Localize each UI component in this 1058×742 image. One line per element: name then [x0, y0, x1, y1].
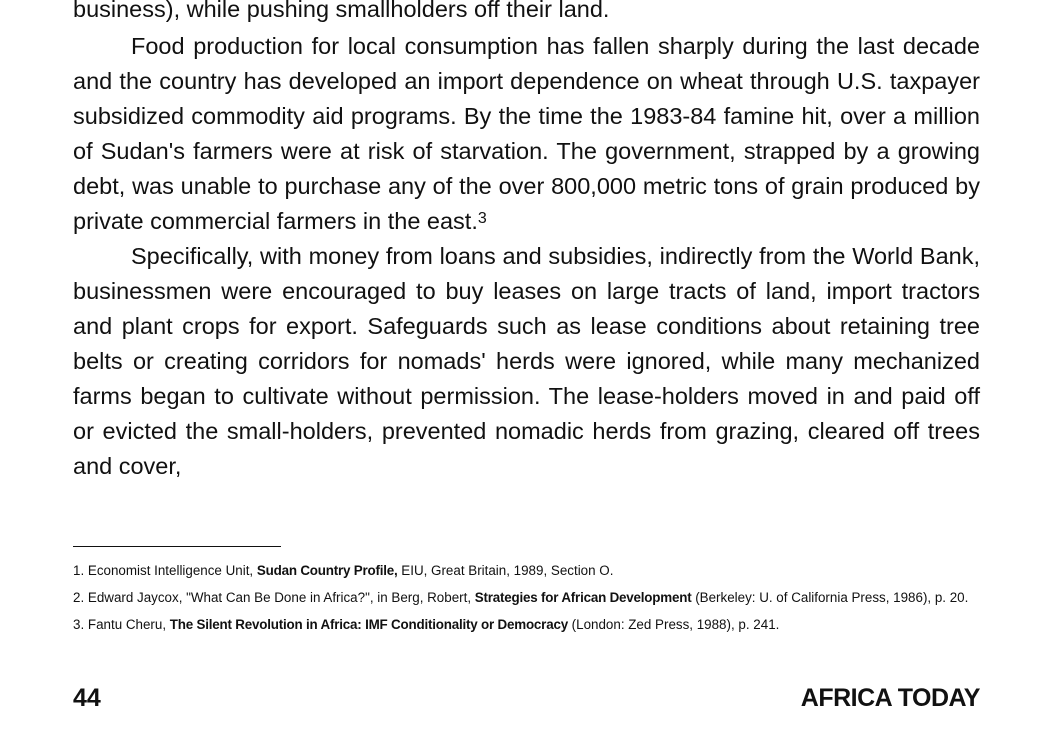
footnote-title: Strategies for African Development — [474, 590, 692, 605]
paragraph-1-text: Food production for local consumption has fallen sharply during the last decade and the country has developed an import dependence on wheat through U.S. taxpayer subsidized commodity aid programs. By the time the 1983-84 famine hit, over a million of Sudan's farmers were at risk of starvation. The government, strapped by a growing debt, was unable to purchase any of the over 800,000 metric tons of grain produced by private commercial farmers in the east. — [73, 33, 980, 234]
continuation-line: business), while pushing smallholders off their land. — [73, 0, 610, 22]
footnote-number: 2. — [73, 590, 85, 605]
footnote-number: 3. — [73, 617, 85, 632]
footnote-text: EIU, Great Britain, 1989, Section O. — [401, 563, 614, 578]
paragraph-2-text: Specifically, with money from loans and subsidies, indirectly from the World Bank, businessmen were encouraged to buy leases on large tracts of land, import tractors and plant crops for export. Safeguards such as lease conditions about retaining tree belts or creating corridors for nomads' herds were ignored, while many mechanized farms began to cultivate without permission. The lease-holders moved in and paid off or evicted the small-holders, prevented nomadic herds from grazing, cleared off trees and cover, — [73, 243, 980, 479]
page-footer — [73, 683, 980, 713]
footnote-title: The Silent Revolution in Africa: IMF Conditionality or Democracy — [169, 617, 568, 632]
footnote-text: Economist Intelligence Unit, — [87, 563, 254, 578]
footnote-text: (Berkeley: U. of California Press, 1986), p. 20. — [695, 590, 969, 605]
footnote-2 — [73, 588, 980, 607]
footnote-1 — [73, 561, 980, 580]
footnote-separator-rule — [73, 546, 281, 547]
paragraph-1 — [73, 29, 980, 239]
journal-name: AFRICA TODAY — [800, 684, 980, 712]
footnotes — [73, 561, 980, 642]
footnote-ref-3: 3 — [477, 210, 487, 227]
paragraphs — [73, 29, 980, 484]
footnote-text: Edward Jaycox, "What Can Be Done in Africa?", in Berg, Robert, — [87, 590, 472, 605]
footnote-text: (London: Zed Press, 1988), p. 241. — [571, 617, 780, 632]
paragraph-2 — [73, 239, 980, 484]
footnote-3 — [73, 615, 980, 634]
page-number: 44 — [73, 684, 101, 712]
footnote-title: Sudan Country Profile, — [256, 563, 398, 578]
footnote-text: Fantu Cheru, — [87, 617, 167, 632]
footnote-number: 1. — [73, 563, 85, 578]
